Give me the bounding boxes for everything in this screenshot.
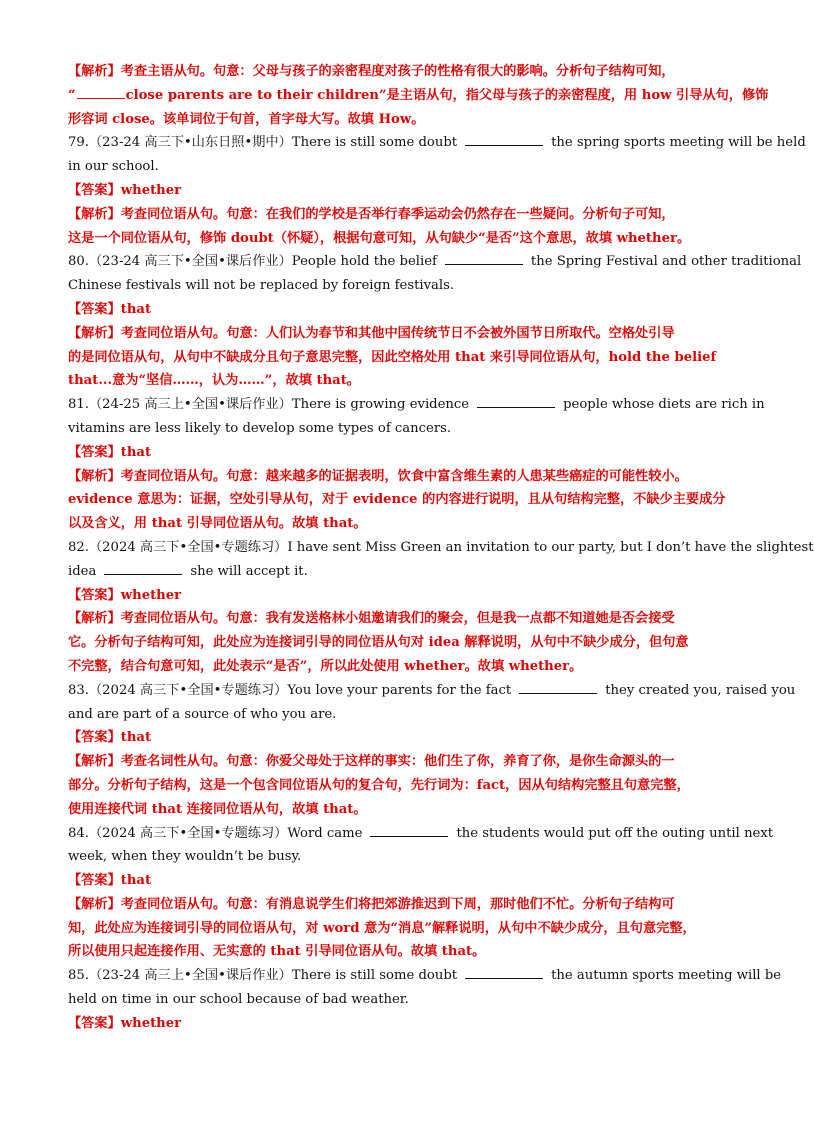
- question-line: [68, 250, 802, 274]
- line-text-before-blank: 79.（23-24 高三下•山东日照•期中）There is still some doubt: [68, 135, 458, 151]
- fill-in-blank: [370, 824, 448, 837]
- question-line: [68, 964, 782, 988]
- answer-analysis-line: 【解析】考查主语从句。句意：父母与孩子的亲密程度对孩子的性格有很大的影响。分析句子结构可知，: [68, 64, 675, 79]
- answer-analysis-line: 不完整，结合句意可知，此处表示“是否”，所以此处使用 whether。故填 whether。: [68, 658, 583, 674]
- question-line: [68, 679, 796, 703]
- question-line: week, when they wouldn’t be busy.: [68, 849, 302, 865]
- answer-analysis-line: 【答案】that: [68, 873, 152, 889]
- question-line: held on time in our school because of bad weather.: [68, 992, 409, 1008]
- answer-analysis-line: 【答案】whether: [68, 182, 182, 198]
- question-line: [68, 560, 734, 584]
- line-text-after-blank: they created you, raised you: [605, 682, 796, 698]
- fill-in-blank: [477, 395, 555, 408]
- fill-in-blank: [104, 562, 182, 575]
- question-line: and are part of a source of who you are.: [68, 706, 337, 722]
- answer-analysis-line: 部分。分析句子结构，这是一个包含同位语从句的复合句，先行词为：fact，因从句结构完整且句意完整，: [68, 777, 690, 793]
- answer-analysis-line: that...意为“坚信……，认为……”，故填 that。: [68, 373, 360, 389]
- line-text-before-blank: idea: [68, 563, 97, 579]
- answer-analysis-line: 【解析】考查同位语从句。句意：我有发送格林小姐邀请我们的聚会，但是我一点都不知道她是否会接受: [68, 611, 675, 627]
- fill-in-blank: [465, 966, 543, 979]
- answer-analysis-line: 【答案】that: [68, 730, 152, 746]
- answer-analysis-line: evidence 意思为：证据，空处引导从句，对于 evidence 的内容进行说明，且从句结构完整，不缺少主要成分: [68, 492, 726, 508]
- question-line: vitamins are less likely to develop some types of cancers.: [68, 420, 452, 436]
- line-text-before-blank: 85.（23-24 高三上•全国•课后作业）There is still some doubt: [68, 968, 458, 984]
- question-line: in our school.: [68, 159, 159, 175]
- answer-analysis-line: 以及含义，用 that 引导同位语从句。故填 that。: [68, 516, 367, 532]
- answer-analysis-line: 它。分析句子结构可知，此处应为连接词引导的同位语从句对 idea 解释说明，从句中不缺少成分，但句意: [68, 635, 689, 651]
- answer-analysis-line: 所以使用只起连接作用、无实意的 that 引导同位语从句。故填 that。: [68, 944, 486, 960]
- fill-in-blank: [77, 86, 125, 99]
- line-text-before-blank: 81.（24-25 高三上•全国•课后作业）There is growing evidence: [68, 397, 470, 413]
- answer-analysis-line: 【解析】考查同位语从句。句意：越来越多的证据表明，饮食中富含维生素的人患某些癌症的可能性较小。: [68, 468, 688, 484]
- answer-analysis-line: [68, 84, 769, 108]
- fill-in-blank: [465, 133, 543, 146]
- answer-analysis-line: 形容词 close。该单词位于句首，首字母大写。故填 How。: [68, 111, 425, 127]
- answer-analysis-line: 【解析】考查名词性从句。句意：你爱父母处于这样的事实：他们生了你，养育了你，是你生命源头的一: [68, 754, 675, 770]
- line-text-after-blank: she will accept it.: [190, 563, 308, 579]
- answer-analysis-line: 【答案】whether: [68, 1015, 182, 1031]
- line-text-before-blank: 84.（2024 高三下•全国•专题练习）Word came: [68, 825, 363, 841]
- answer-analysis-line: 【答案】whether: [68, 587, 182, 603]
- answer-analysis-line: 【答案】that: [68, 301, 152, 317]
- answer-analysis-line: 【解析】考查同位语从句。句意：在我们的学校是否举行春季运动会仍然存在一些疑问。分析句子可知，: [68, 206, 675, 222]
- line-text-after-blank: the autumn sports meeting will be: [551, 968, 782, 984]
- line-text-after-blank: people whose diets are rich in: [563, 397, 765, 413]
- question-line: [68, 822, 774, 846]
- line-text-before-blank: “: [68, 87, 76, 103]
- fill-in-blank: [445, 252, 523, 265]
- answer-analysis-line: 【解析】考查同位语从句。句意：人们认为春节和其他中国传统节日不会被外国节日所取代。空格处引导: [68, 325, 675, 341]
- answer-analysis-line: 【解析】考查同位语从句。句意：有消息说学生们将把郊游推迟到下周，那时他们不忙。分析句子结构可: [68, 896, 675, 912]
- answer-analysis-line: 知，此处应为连接词引导的同位语从句，对 word 意为“消息”解释说明，从句中不缺少成分，且句意完整，: [68, 920, 696, 936]
- fill-in-blank: [519, 681, 597, 694]
- answer-analysis-line: 使用连接代词 that 连接同位语从句，故填 that。: [68, 801, 367, 817]
- line-text-after-blank: close parents are to their children”是主语从句，指父母与孩子的亲密程度，用 how 引导从句，修饰: [125, 87, 769, 103]
- question-line: Chinese festivals will not be replaced by foreign festivals.: [68, 278, 455, 294]
- question-line: [68, 131, 806, 155]
- line-text-after-blank: the Spring Festival and other traditional: [530, 254, 802, 270]
- answer-analysis-line: 这是一个同位语从句，修饰 doubt（怀疑），根据句意可知，从句缺少“是否”这个意思，故填 whether。: [68, 230, 691, 246]
- question-line: [68, 393, 765, 417]
- question-line: 82.（2024 高三下•全国•专题练习）I have sent Miss Green an invitation to our party, but I don’t have the slightest: [68, 539, 814, 555]
- line-text-before-blank: 80.（23-24 高三下•全国•课后作业）People hold the belief: [68, 254, 437, 270]
- line-text-after-blank: the students would put off the outing until next: [456, 825, 774, 841]
- line-text-before-blank: 83.（2024 高三下•全国•专题练习）You love your parents for the fact: [68, 682, 512, 698]
- line-text-after-blank: the spring sports meeting will be held: [551, 135, 806, 151]
- answer-analysis-line: 【答案】that: [68, 444, 152, 460]
- answer-analysis-line: 的是同位语从句，从句中不缺成分且句子意思完整，因此空格处用 that 来引导同位语从句，hold the belief: [68, 349, 717, 365]
